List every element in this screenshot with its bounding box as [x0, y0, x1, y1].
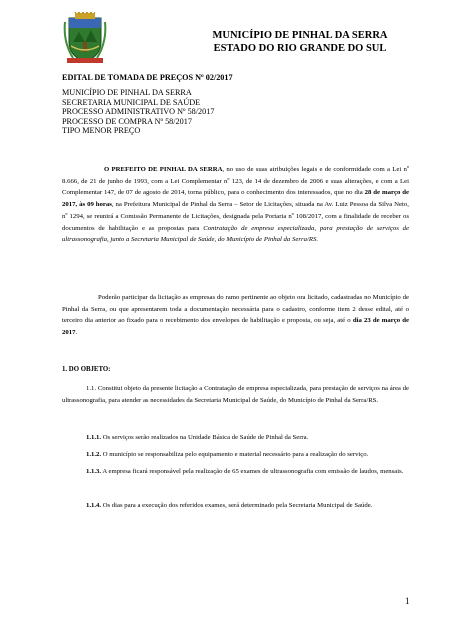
page-number: 1	[405, 596, 410, 606]
header-municipality: MUNICÍPIO DE PINHAL DA SERRA	[212, 30, 388, 41]
participation-paragraph: Poderão participar da licitação as empresas do ramo pertinente ao objeto ora licitado, cadastradas no Município de Pinhal da Serra, ou que apresentarem toda a documentação necessária para o cadastro, conforme item 2 desse edital, até o terceiro dia anterior ao fixado para o recebimento dos envelopes de habilitação e proposta, ou seja, até o dia 23 de março de 2017.	[62, 294, 409, 337]
document-header	[175, 30, 425, 55]
header-state: ESTADO DO RIO GRANDE DO SUL	[213, 42, 387, 54]
ident-processo-administrativo: PROCESSO ADMINISTRATIVO Nº 58/2017	[62, 107, 215, 117]
identification-block	[62, 73, 233, 135]
registration-deadline: dia 23 de março de 2017	[62, 317, 409, 337]
session-date: 28 de março de 2017, às 09 horas	[62, 189, 409, 209]
edital-title: EDITAL DE TOMADA DE PREÇOS Nº 02/2017	[62, 73, 233, 82]
item-1-1-4: 1.1.4. Os dias para a execução dos referidos exames, será determinado pela Secretaria Municipal de Saúde.	[86, 502, 373, 509]
municipal-coat-of-arms	[63, 12, 107, 64]
intro-lead: O PREFEITO DE PINHAL DA SERRA	[104, 166, 223, 173]
item-1-1-2: 1.1.2. O município se responsabiliza pelo equipamento e material necessário para a realização do serviço.	[86, 451, 369, 458]
ident-secretaria: SECRETARIA MUNICIPAL DE SAÚDE	[62, 97, 201, 107]
ident-municipio: MUNICÍPIO DE PINHAL DA SERRA	[62, 88, 192, 98]
intro-paragraph: O PREFEITO DE PINHAL DA SERRA, no uso de suas atribuições legais e de conformidade com a Lei nº 8.666, de 21 de junho de 1993, com a Lei Complementar nº 123, de 14 de dezembro de 2006 e suas alterações, e com a Lei Complementar 147, de 07 de agosto de 2014, torna público, para o conhecimento dos interessados, que no dia 28 de março de 2017, às 09 horas, na Prefeitura Municipal de Pinhal da Serra – Setor de Licitações, situada na Av. Luiz Pessoa da Silva Neto, nº 1294, se reunirá a Comissão Permanente de Licitações, designada pela Portaria nº 108/2017, com a finalidade de receber os documentos de habilitação e as propostas para Contratação de empresa especializada, para prestação de serviços de ultrassonografia, junto a Secretaria Municipal de Saúde, do Município de Pinhal da Serra/RS.	[62, 166, 409, 244]
ident-processo-compra: PROCESSO DE COMPRA Nº 58/2017	[62, 116, 192, 126]
item-1-1-3: 1.1.3. A empresa ficará responsável pela realização de 65 exames de ultrassonografia com emissão de laudos, mensais.	[86, 468, 404, 475]
item-1-1: 1.1. Constitui objeto da presente licitação a Contratação de empresa especializada, para prestação de serviços na área de ultrassonografia, para atender as necessidades da Secretaria Municipal de Saúde, do Município de Pinhal da Serra/RS.	[62, 385, 409, 405]
item-1-1-1: 1.1.1. Os serviços serão realizados na Unidade Básica de Saúde de Pinhal da Serra.	[86, 434, 309, 441]
ident-tipo: TIPO MENOR PREÇO	[62, 126, 141, 136]
section-title-objeto: 1. DO OBJETO:	[62, 366, 111, 373]
object-summary: Contratação de empresa especializada, para prestação de serviços de ultrassonografia, junto a Secretaria Municipal de Saúde, do Município de Pinhal da Serra/RS.	[62, 224, 409, 244]
